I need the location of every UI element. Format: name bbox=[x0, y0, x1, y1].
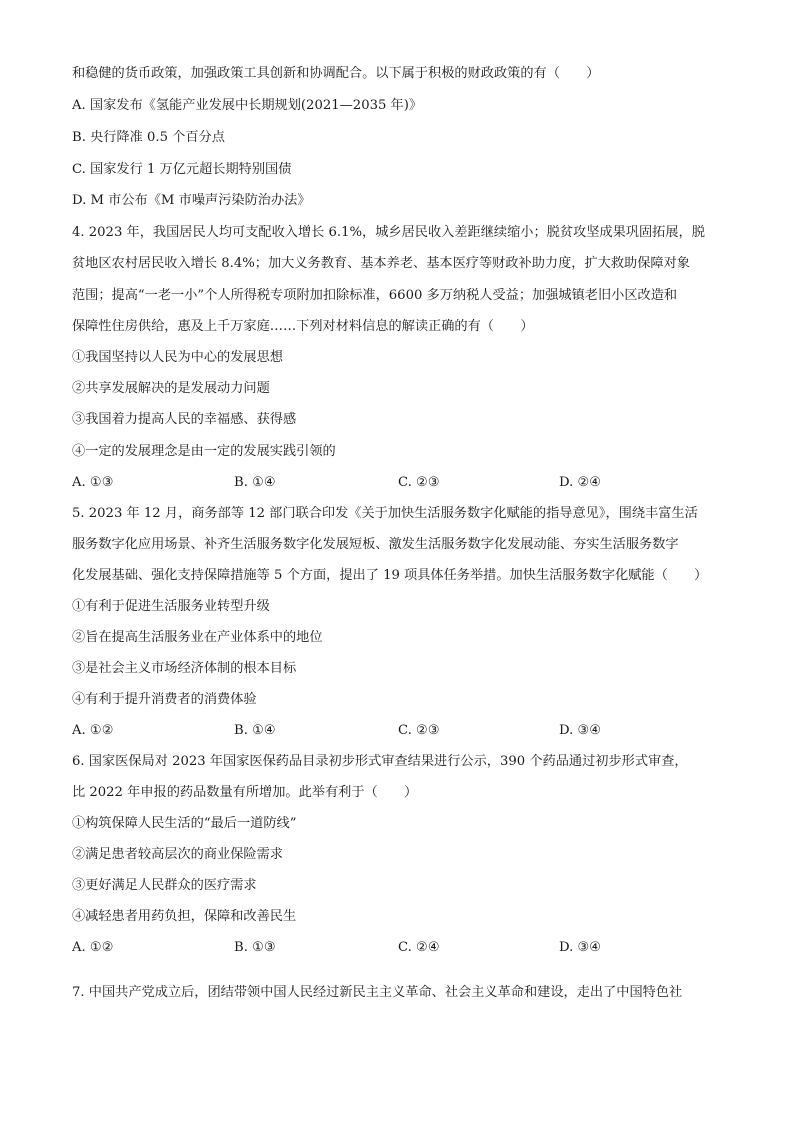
q6-choice-d: D. ③④ bbox=[559, 940, 602, 955]
q5-item: ③是社会主义市场经济体制的根本目标 bbox=[72, 661, 297, 676]
q4-choice-b: B. ①④ bbox=[234, 475, 276, 490]
q4-item: ①我国坚持以人民为中心的发展思想 bbox=[72, 350, 283, 365]
q6-choice-a: A. ①② bbox=[72, 940, 114, 955]
q3-option-a: A. 国家发布《氢能产业发展中长期规划(2021—2035 年)》 bbox=[72, 98, 423, 113]
q6-item: ①构筑保障人民生活的“最后一道防线” bbox=[72, 816, 297, 831]
q6-stem-line: 6. 国家医保局对 2023 年国家医保药品目录初步形式审查结果进行公示，390 个药品通过初步形式审查， bbox=[72, 754, 688, 769]
q3-stem-tail: 和稳健的货币政策，加强政策工具创新和协调配合。以下属于积极的财政政策的有（ ） bbox=[72, 66, 600, 81]
q6-item: ④减轻患者用药负担，保障和改善民生 bbox=[72, 909, 297, 924]
q5-choices bbox=[72, 721, 732, 741]
q3-option-d: D. M 市公布《M 市噪声污染防治办法》 bbox=[72, 193, 311, 208]
q5-stem-line: 化发展基础、强化支持保障措施等 5 个方面，提出了 19 项具体任务举措。加快生活服务数字化赋能（ ） bbox=[72, 568, 708, 583]
q7-stem-head: 7. 中国共产党成立后，团结带领中国人民经过新民主主义革命、社会主义革命和建设，走出了中国特色社 bbox=[72, 985, 683, 1000]
q5-choice-a: A. ①② bbox=[72, 723, 114, 738]
q6-item: ③更好满足人民群众的医疗需求 bbox=[72, 878, 257, 893]
q6-choices bbox=[72, 938, 732, 958]
q5-choice-b: B. ①④ bbox=[234, 723, 276, 738]
q4-stem-line: 4. 2023 年，我国居民人均可支配收入增长 6.1%，城乡居民收入差距继续缩小；脱贫攻坚成果巩固拓展，脱 bbox=[72, 225, 705, 240]
q3-option-b: B. 央行降准 0.5 个百分点 bbox=[72, 130, 225, 145]
q5-item: ①有利于促进生活服务业转型升级 bbox=[72, 599, 270, 614]
q6-choice-c: C. ②④ bbox=[398, 940, 440, 955]
q5-stem-line: 5. 2023 年 12 月，商务部等 12 部门联合印发《关于加快生活服务数字化赋能的指导意见》，围绕丰富生活 bbox=[72, 506, 698, 521]
q4-choice-c: C. ②③ bbox=[398, 475, 440, 490]
q3-option-c: C. 国家发行 1 万亿元超长期特别国债 bbox=[72, 162, 292, 177]
q6-item: ②满足患者较高层次的商业保险需求 bbox=[72, 847, 283, 862]
q4-item: ④一定的发展理念是由一定的发展实践引领的 bbox=[72, 444, 336, 459]
q5-choice-d: D. ③④ bbox=[559, 723, 602, 738]
q5-choice-c: C. ②③ bbox=[398, 723, 440, 738]
q5-item: ④有利于提升消费者的消费体验 bbox=[72, 692, 257, 707]
q4-choices bbox=[72, 473, 732, 493]
q6-stem-line: 比 2022 年申报的药品数量有所增加。此举有利于（ ） bbox=[72, 785, 418, 800]
q4-item: ②共享发展解决的是发展动力问题 bbox=[72, 381, 270, 396]
q6-choice-b: B. ①③ bbox=[234, 940, 276, 955]
q4-choice-a: A. ①③ bbox=[72, 475, 114, 490]
q4-choice-d: D. ②④ bbox=[559, 475, 602, 490]
q4-stem-line: 保障性住房供给，惠及上千万家庭……下列对材料信息的解读正确的有（ ） bbox=[72, 319, 534, 334]
q4-stem-line: 贫地区农村居民收入增长 8.4%；加大义务教育、基本养老、基本医疗等财政补助力度，扩大救助保障对象 bbox=[72, 256, 690, 271]
q5-stem-line: 服务数字化应用场景、补齐生活服务数字化发展短板、激发生活服务数字化发展动能、夯实生活服务数字 bbox=[72, 537, 679, 552]
q5-item: ②旨在提高生活服务业在产业体系中的地位 bbox=[72, 630, 323, 645]
q4-item: ③我国着力提高人民的幸福感、获得感 bbox=[72, 412, 297, 427]
q4-stem-line: 范围；提高“一老一小”个人所得税专项附加扣除标准，6600 多万纳税人受益；加强城镇老旧小区改造和 bbox=[72, 288, 678, 303]
